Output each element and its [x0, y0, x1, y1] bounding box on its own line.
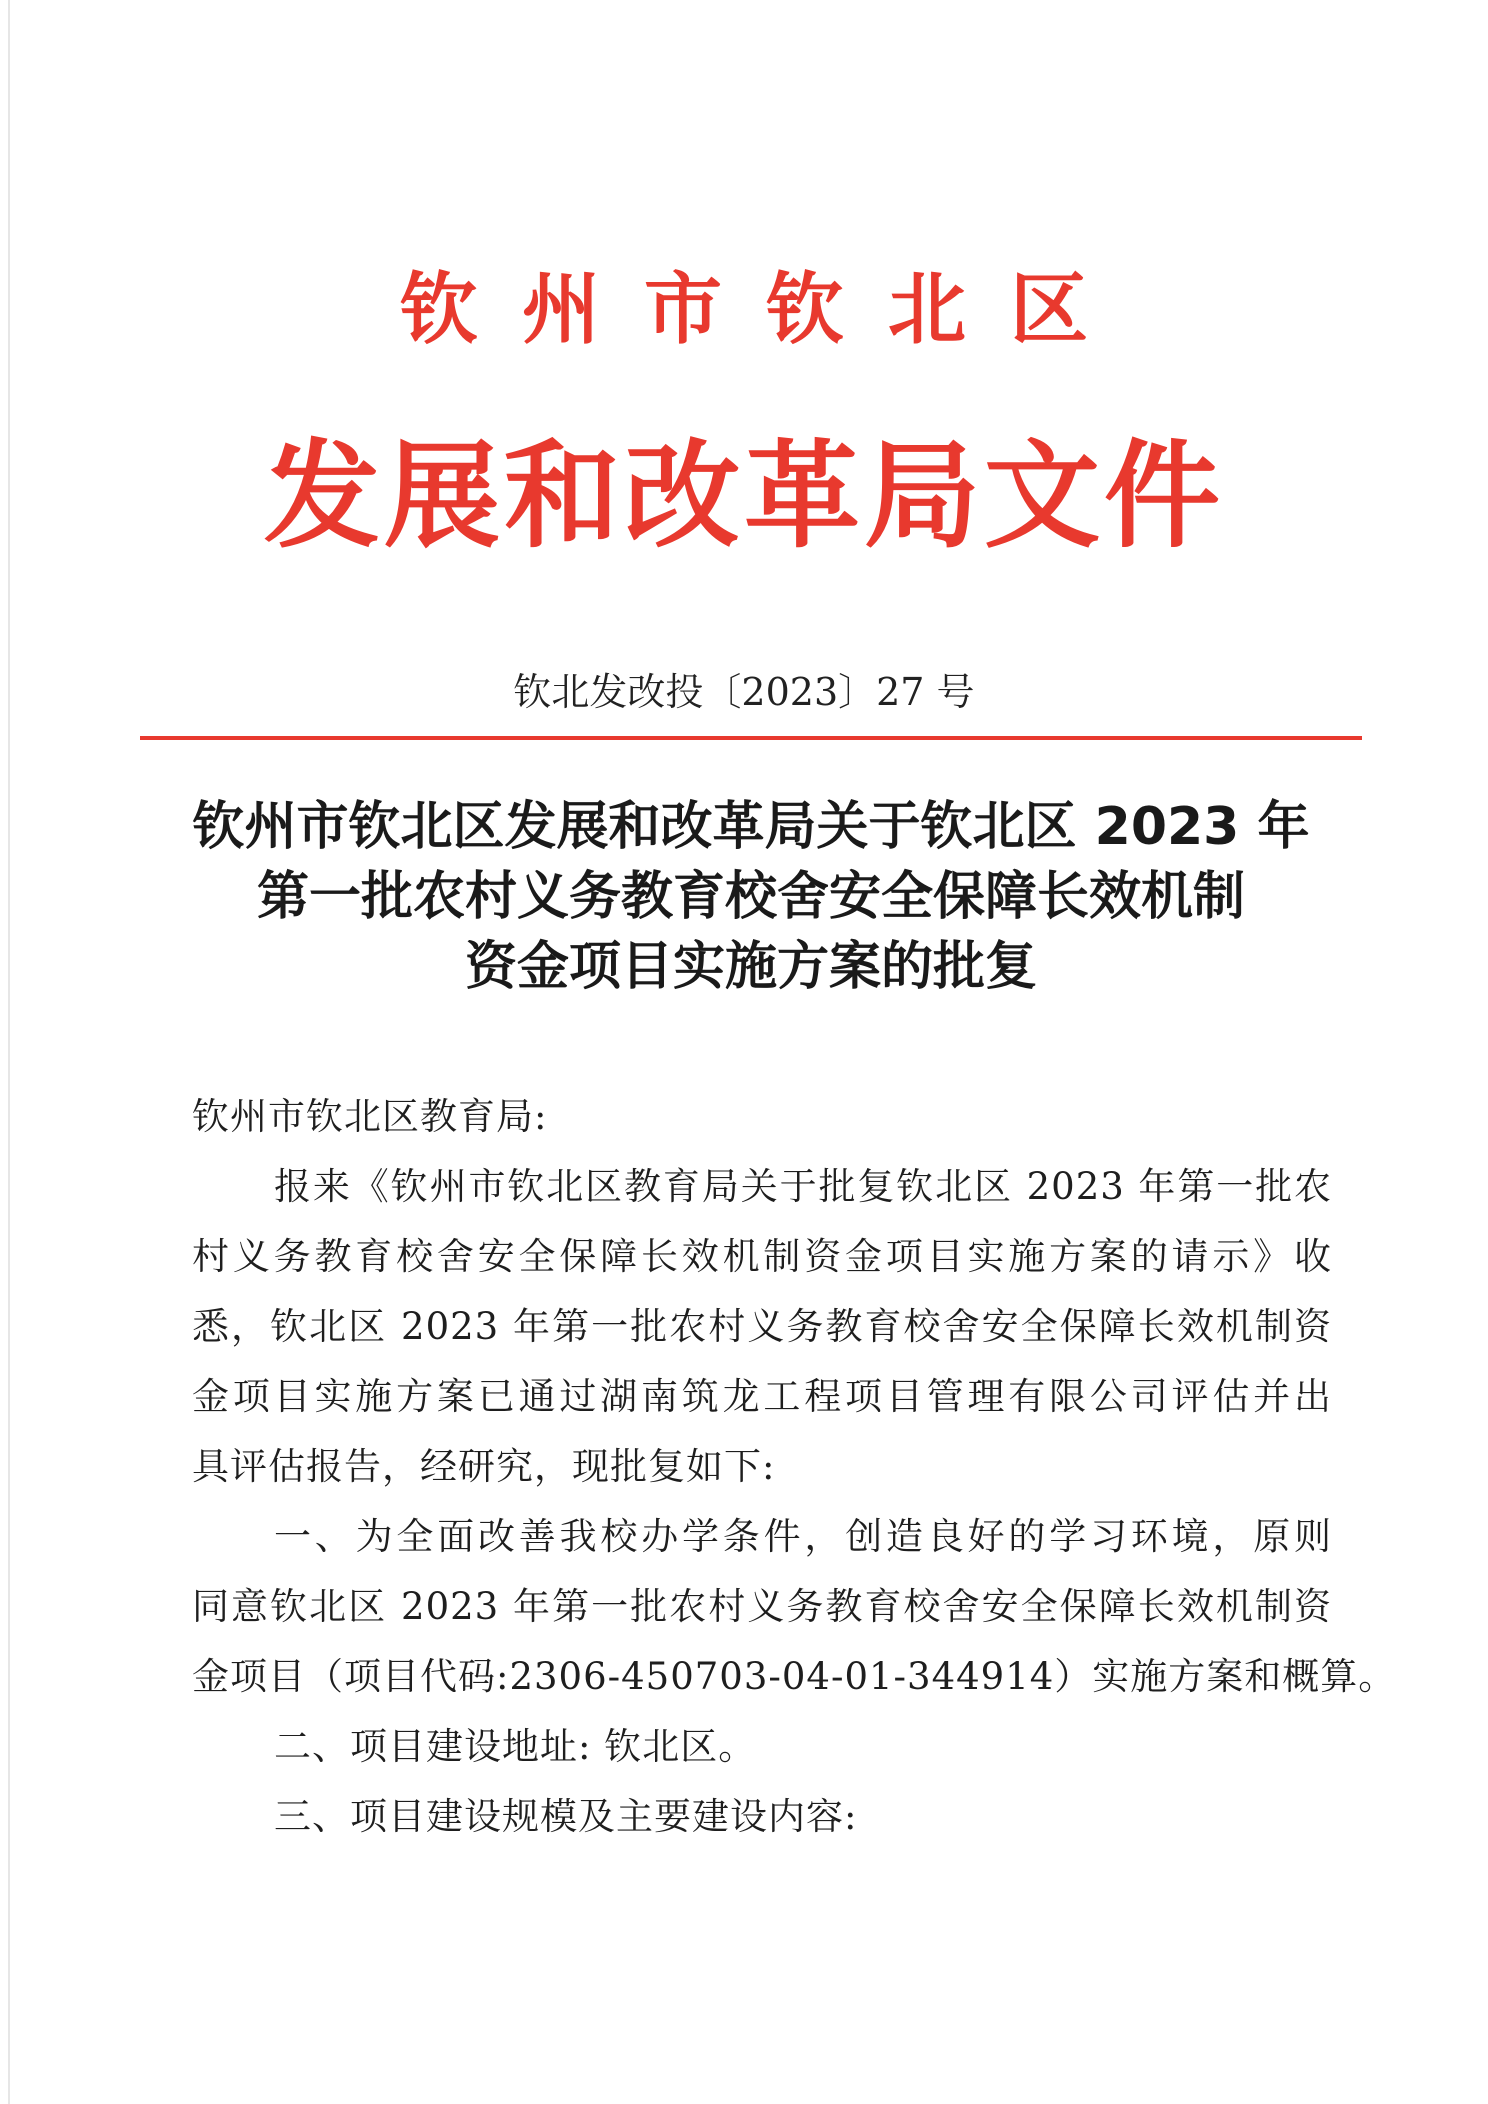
title-line-2: 第一批农村义务教育校舍安全保障长效机制 — [256, 867, 1245, 927]
title-line-1: 钦州市钦北区发展和改革局关于钦北区 2023 年 — [192, 797, 1310, 857]
addressee: 钦州市钦北区教育局: — [192, 1095, 548, 1138]
title-line-3: 资金项目实施方案的批复 — [464, 937, 1037, 997]
red-divider-line — [140, 736, 1362, 740]
paragraph-4 — [192, 1782, 1332, 1852]
paragraph-1-line-5: 具评估报告，经研究，现批复如下: — [192, 1445, 776, 1488]
paragraph-1-line-2: 村义务教育校舍安全保障长效机制资金项目实施方案的请示》收 — [192, 1235, 1332, 1278]
paragraph-1-line-3: 悉，钦北区 2023 年第一批农村义务教育校舍安全保障长效机制资 — [192, 1305, 1332, 1348]
document-number: 钦北发改投〔2023〕27 号 — [513, 670, 975, 714]
paragraph-1-line-1: 报来《钦州市钦北区教育局关于批复钦北区 2023 年第一批农 — [274, 1165, 1332, 1208]
paragraph-4-line-1: 三、项目建设规模及主要建设内容: — [274, 1795, 858, 1838]
paragraph-3 — [192, 1712, 1332, 1782]
paragraph-1 — [192, 1152, 1332, 1502]
paragraph-2-line-2: 同意钦北区 2023 年第一批农村义务教育校舍安全保障长效机制资 — [192, 1585, 1332, 1628]
issuing-authority-line2: 发展和改革局文件 — [264, 429, 1224, 564]
paragraph-2 — [192, 1502, 1397, 1712]
paragraph-3-line-1: 二、项目建设地址: 钦北区。 — [274, 1725, 757, 1768]
issuing-authority-line1: 钦州市钦北区 — [399, 265, 1132, 355]
paragraph-2-line-3: 金项目（项目代码:2306-450703-04-01-344914）实施方案和概算。 — [192, 1655, 1397, 1698]
document-title — [140, 792, 1362, 1002]
paragraph-1-line-4: 金项目实施方案已通过湖南筑龙工程项目管理有限公司评估并出 — [192, 1375, 1332, 1418]
paragraph-2-line-1: 一、为全面改善我校办学条件，创造良好的学习环境，原则 — [274, 1515, 1332, 1558]
